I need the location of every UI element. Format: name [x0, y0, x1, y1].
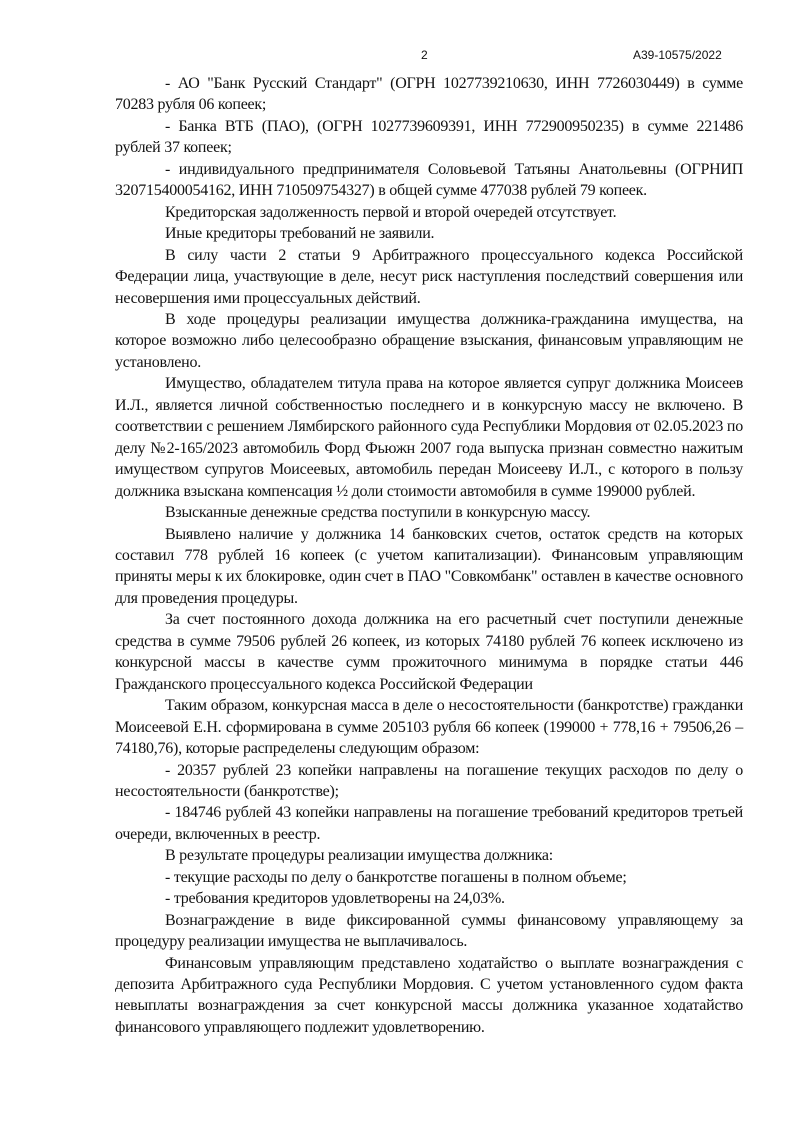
paragraph-income: За счет постоянного дохода должника на его расчетный счет поступили денежные средства в сумме 79506 рублей 26 копеек, из которых 74180 рублей 76 копеек исключено из конкурсной массы в качестве сумм прожиточного минимума в порядке статьи 446 Гражданского процессуального кодекса Российской Федерации: [115, 611, 743, 693]
paragraph-result-intro: В результате процедуры реализации имущества должника:: [165, 847, 553, 865]
distribution-item-third-queue: - 184746 рублей 43 копейки направлены на погашение требований кредиторов третьей очереди, включенных в реестр.: [115, 804, 743, 843]
page-number: 2: [421, 48, 428, 62]
paragraph-estate-total: Таким образом, конкурсная масса в деле о несостоятельности (банкротстве) гражданки Моисеевой Е.Н. сформирована в сумме 205103 рубля 66 копеек (199000 + 778,16 + 79506,26 – 74180,76), которые распределены следующим образом:: [115, 697, 743, 758]
paragraph-apk-article-9: В силу части 2 статьи 9 Арбитражного процессуального кодекса Российской Федерации лица, участвующие в деле, несут риск наступления последствий совершения или несовершения ими процессуальных действий.: [115, 246, 743, 307]
paragraph-fee-not-paid: Вознаграждение в виде фиксированной суммы финансовому управляющему за процедуру реализации имущества не выплачивалось.: [115, 911, 743, 951]
paragraph-other-creditors: Иные кредиторы требований не заявили.: [165, 225, 435, 243]
paragraph-funds-received: Взысканные денежные средства поступили в конкурсную массу.: [165, 504, 591, 522]
creditor-item-russian-standard: - АО "Банк Русский Стандарт" (ОГРН 1027739210630, ИНН 7726030449) в сумме 70283 рубля 06 копеек;: [115, 75, 743, 114]
creditor-item-vtb: - Банка ВТБ (ПАО), (ОГРН 1027739609391, ИНН 772900950235) в сумме 221486 рублей 37 копеек;: [115, 117, 743, 157]
paragraph-no-property: В ходе процедуры реализации имущества должника-гражданина имущества, на которое возможно либо целесообразно обращение взыскания, финансовым управляющим не установлено.: [115, 310, 743, 371]
paragraph-bank-accounts: Выявлено наличие у должника 14 банковских счетов, остаток средств на которых составил 778 рублей 16 копеек (с учетом капитализации). Финансовым управляющим приняты меры к их блокировке, один счет в ПАО "Совкомбанк" оставлен в качестве основного для проведения процедуры.: [115, 525, 743, 607]
case-number: А39-10575/2022: [633, 48, 722, 62]
creditor-item-solovyeva: - индивидуального предпринимателя Соловьевой Татьяны Анатольевны (ОГРНИП 320715400054162, ИНН 710509754327) в общей сумме 477038 рублей 79 копеек.: [115, 160, 743, 200]
paragraph-first-second-queue: Кредиторская задолженность первой и второй очередей отсутствует.: [165, 203, 617, 221]
paragraph-spouse-property: Имущество, обладателем титула права на которое является супруг должника Моисеев И.Л., является личной собственностью последнего и в конкурсную массу не включено. В соответствии с решением Лямбирского районного суда Республики Мордовия от 02.05.2023 по делу №2-165/2023 автомобиль Форд Фьюжн 2007 года выпуска признан совместно нажитым имуществом супругов Моисеевых, автомобиль передан Моисееву И.Л., с которого в пользу должника взыскана компенсация ½ доли стоимости автомобиля в сумме 199000 рублей.: [115, 375, 743, 500]
result-item-expenses-paid: - текущие расходы по делу о банкротстве погашены в полном объеме;: [165, 868, 627, 886]
paragraph-fee-petition: Финансовым управляющим представлено ходатайство о выплате вознаграждения с депозита Арбитражного суда Республики Мордовия. С учетом установленного судом факта невыплаты вознаграждения за счет конкурсной массы должника указанное ходатайство финансового управляющего подлежит удовлетворению.: [115, 954, 743, 1036]
document-body: [115, 73, 743, 1038]
result-item-creditors-satisfied: - требования кредиторов удовлетворены на 24,03%.: [165, 890, 505, 908]
distribution-item-current-expenses: - 20357 рублей 23 копейки направлены на погашение текущих расходов по делу о несостоятельности (банкротстве);: [115, 761, 743, 800]
